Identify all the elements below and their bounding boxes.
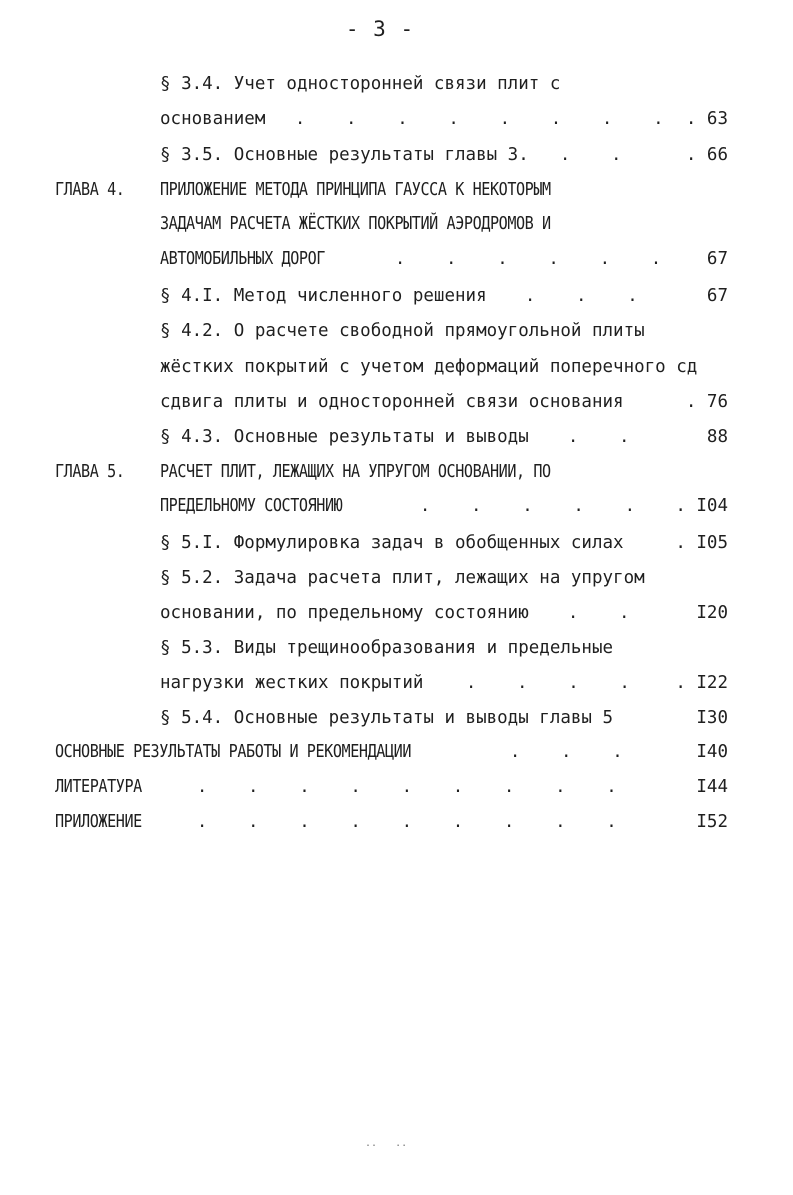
toc-entry-4-1-page: 67 (706, 286, 728, 306)
scan-artifact: .. .. (365, 1138, 408, 1149)
toc-leader: . . . (510, 742, 623, 762)
toc-results-title: ОСНОВНЫЕ РЕЗУЛЬТАТЫ РАБОТЫ И РЕКОМЕНДАЦИИ (55, 741, 412, 762)
toc-leader: . . (560, 145, 622, 165)
toc-entry-5-2-title-line1: § 5.2. Задача расчета плит, лежащих на упругом (160, 568, 645, 588)
toc-entry-5-3-title-line2: нагрузки жестких покрытий (160, 673, 424, 693)
toc-entry-4-2-page: . 76 (685, 392, 728, 412)
toc-results-page: I40 (696, 742, 728, 762)
toc-leader: . . . (525, 286, 638, 306)
toc-chapter-4-label: ГЛАВА 4. (55, 179, 125, 200)
toc-chapter-4-title-line2: ЗАДАЧАМ РАСЧЕТА ЖЁСТКИХ ПОКРЫТИЙ АЭРОДРОМОВ И (160, 213, 551, 234)
toc-entry-3-4-title-line1: § 3.4. Учет односторонней связи плит с (160, 74, 561, 94)
toc-appendix-title: ПРИЛОЖЕНИЕ (55, 811, 142, 832)
toc-literature-title: ЛИТЕРАТУРА (55, 776, 142, 797)
toc-entry-4-3-page: 88 (706, 427, 728, 447)
toc-entry-5-1-title: § 5.I. Формулировка задач в обобщенных силах (160, 533, 624, 553)
toc-chapter-4-title-line1: ПРИЛОЖЕНИЕ МЕТОДА ПРИНЦИПА ГАУССА К НЕКОТОРЫМ (160, 179, 551, 200)
toc-entry-5-2-title-line2: основании, по предельному состоянию (160, 603, 529, 623)
toc-chapter-4-page: 67 (706, 249, 728, 269)
toc-entry-5-3-title-line1: § 5.3. Виды трещинообразования и предельные (160, 638, 614, 658)
toc-chapter-5-label: ГЛАВА 5. (55, 461, 125, 482)
toc-leader: . . . . . (420, 496, 635, 516)
toc-literature-page: I44 (696, 777, 728, 797)
toc-entry-3-5-page: . 66 (685, 145, 728, 165)
toc-chapter-4-title-line3: АВТОМОБИЛЬНЫХ ДОРОГ (160, 248, 325, 269)
toc-leader: . . . . . . . . . (197, 812, 617, 832)
toc-entry-3-4-title-line2: основанием (160, 109, 266, 129)
toc-leader: . . . . (466, 673, 630, 693)
toc-leader: . . (568, 427, 630, 447)
toc-entry-5-4-title: § 5.4. Основные результаты и выводы главы 5 (160, 708, 614, 728)
toc-chapter-5-title-line2: ПРЕДЕЛЬНОМУ СОСТОЯНИЮ (160, 495, 343, 516)
toc-entry-4-2-title-line1: § 4.2. О расчете свободной прямоугольной плиты (160, 321, 645, 341)
toc-appendix-page: I52 (696, 812, 728, 832)
toc-entry-5-3-page: . I22 (675, 673, 728, 693)
toc-entry-4-2-title-line3: сдвига плиты и односторонней связи основания (160, 392, 624, 412)
toc-leader: . . . . . . (395, 249, 662, 269)
toc-entry-4-2-title-line2: жёстких покрытий с учетом деформаций поперечного сд (160, 357, 698, 377)
toc-entry-5-2-page: I20 (696, 603, 728, 623)
toc-leader: . . (568, 603, 630, 623)
toc-leader: . . . . . . . . (295, 109, 664, 129)
toc-entry-5-1-page: . I05 (675, 533, 728, 553)
toc-entry-3-5-title: § 3.5. Основные результаты главы 3. (160, 145, 529, 165)
toc-entry-3-4-page: . 63 (685, 109, 728, 129)
toc-chapter-5-title-line1: РАСЧЕТ ПЛИТ, ЛЕЖАЩИХ НА УПРУГОМ ОСНОВАНИИ, ПО (160, 461, 551, 482)
page-number: - 3 - (345, 17, 415, 41)
toc-entry-4-3-title: § 4.3. Основные результаты и выводы (160, 427, 529, 447)
toc-entry-5-4-page: I30 (696, 708, 728, 728)
toc-entry-4-1-title: § 4.I. Метод численного решения (160, 286, 487, 306)
toc-chapter-5-page: . I04 (675, 496, 728, 516)
toc-leader: . . . . . . . . . (197, 777, 617, 797)
